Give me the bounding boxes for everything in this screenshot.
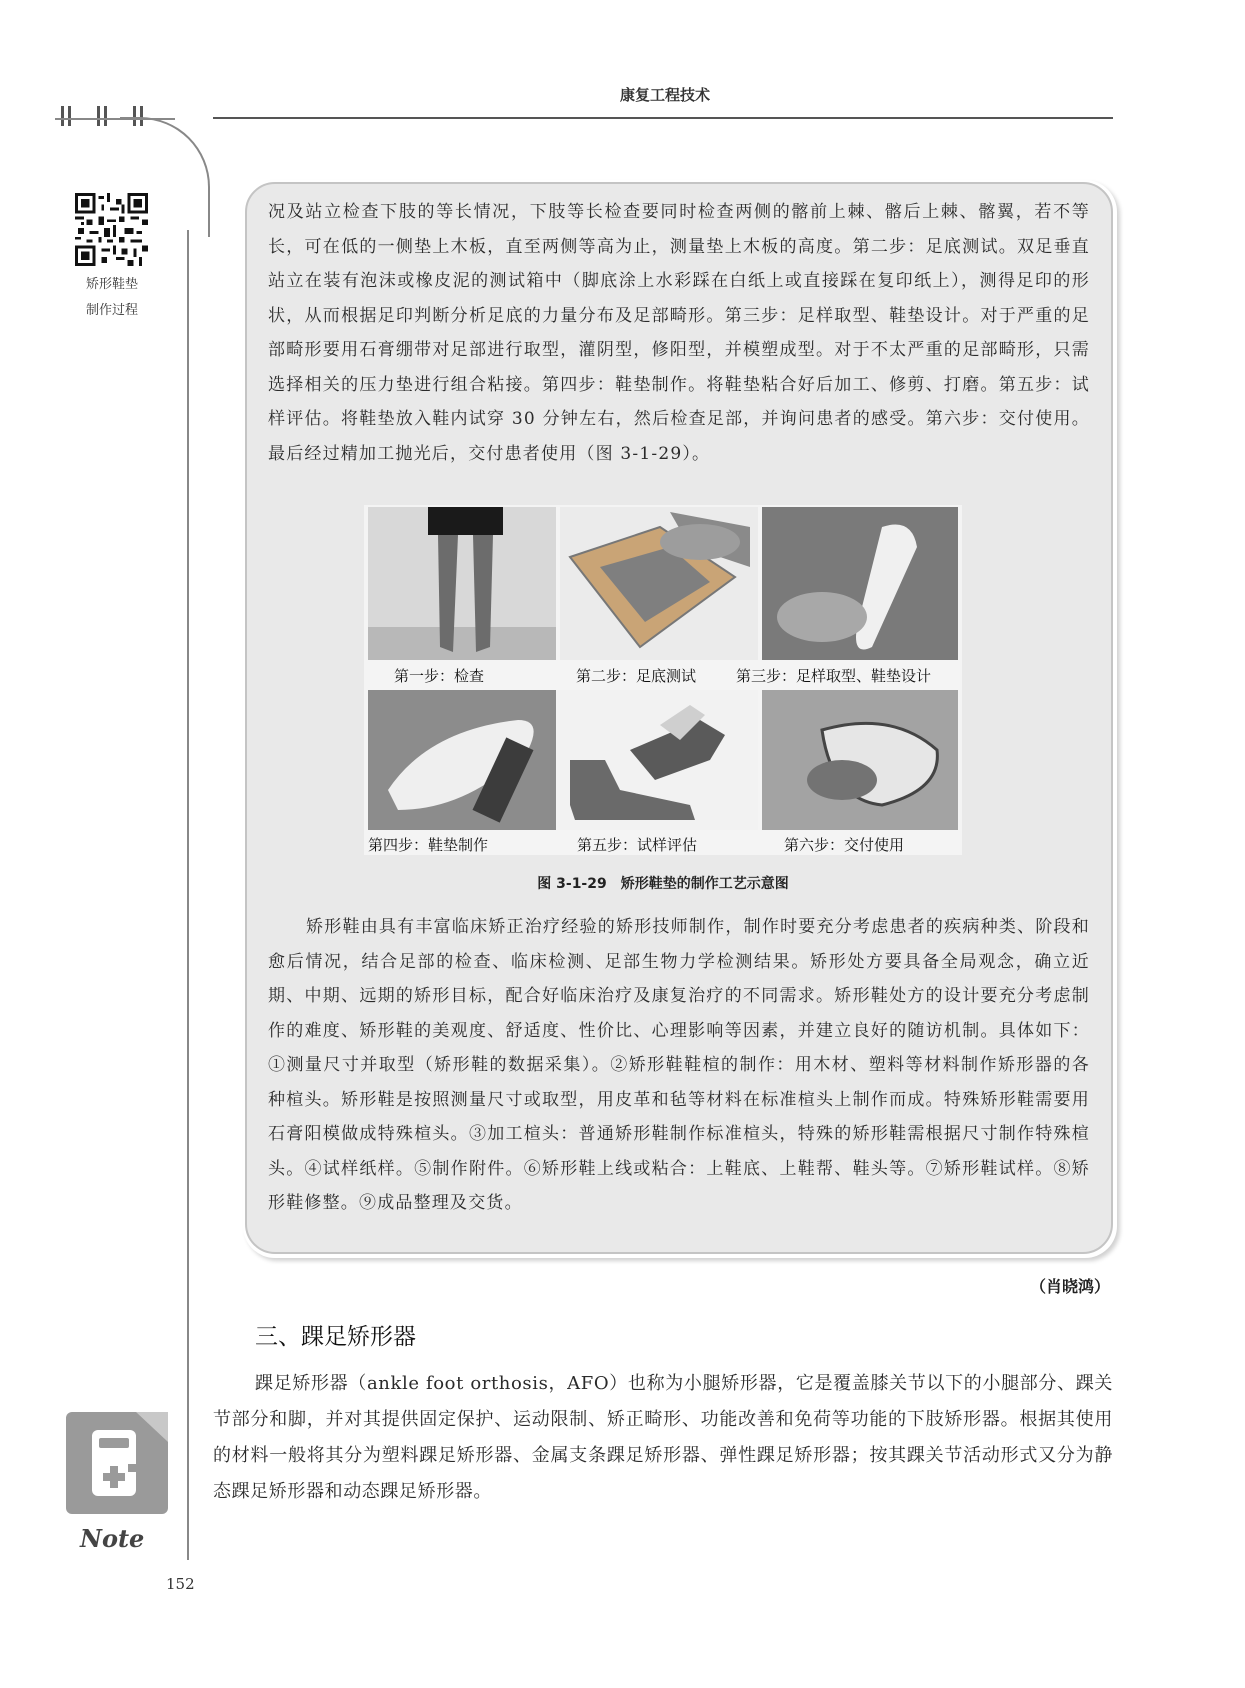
figure-step-label: 第三步：足样取型、鞋垫设计 [736, 667, 932, 685]
photo-shoe-trial [560, 690, 758, 830]
header-rule [213, 117, 1113, 119]
qr-caption [62, 272, 162, 324]
figure-step-label: 第四步：鞋垫制作 [368, 836, 489, 854]
qr-caption-line: 矫形鞋垫 [85, 277, 138, 292]
photo-insole-making [368, 690, 556, 830]
page-number: 152 [166, 1575, 195, 1593]
author-attribution: （肖晓鸿） [1029, 1277, 1110, 1296]
section-paragraph: 踝足矫形器（ankle foot orthosis，AFO）也称为小腿矫形器，它是覆盖膝关节以下的小腿部分、踝关节部分和脚，并对其提供固定保护、运动限制、矫正畸形、功能改善和免荷等功能的下肢矫形器。根据其使用的材料一般将其分为塑料踝足矫形器、金属支条踝足矫形器、弹性踝足矫形器；按其踝关节活动形式又分为静态踝足矫形器和动态踝足矫形器。 [213, 1373, 1113, 1502]
tick-mark-icon [55, 106, 77, 126]
photo-delivery [762, 690, 958, 830]
photo-standing-legs [368, 507, 556, 660]
tick-mark-icon [91, 106, 113, 126]
figure-step-label: 第一步：检查 [394, 667, 485, 685]
figure-caption: 图 3-1-29 矫形鞋垫的制作工艺示意图 [537, 876, 789, 892]
qr-code-icon[interactable] [75, 193, 148, 266]
figure-3-1-29 [364, 505, 962, 855]
photo-insole-design [762, 507, 958, 660]
figure-step-label: 第五步：试样评估 [577, 836, 698, 854]
note-icon [66, 1412, 168, 1514]
qr-caption-line: 制作过程 [85, 303, 138, 318]
section-heading: 三、踝足矫形器 [255, 1324, 416, 1350]
photo-foam-box [560, 507, 758, 660]
note-label: Note [80, 1524, 145, 1553]
box-paragraph: 况及站立检查下肢的等长情况，下肢等长检查要同时检查两侧的髂前上棘、髂后上棘、髂翼，若不等长，可在低的一侧垫上木板，直至两侧等高为止，测量垫上木板的高度。第二步：足底测试。双足垂直站立在装有泡沫或橡皮泥的测试箱中（脚底涂上水彩踩在白纸上或直接踩在复印纸上），测得足印的形状，从而根据足印判断分析足底的力量分布及足部畸形。第三步：足样取型、鞋垫设计。对于严重的足部畸形要用石膏绷带对足部进行取型，灌阴型，修阳型，并模塑成型。对于不太严重的足部畸形，只需选择相关的压力垫进行组合粘接。第四步：鞋垫制作。将鞋垫粘合好后加工、修剪、打磨。第五步：试样评估。将鞋垫放入鞋内试穿 30 分钟左右，然后检查足部，并询问患者的感受。第六步：交付使用。最后经过精加工抛光后，交付患者使用（图 3-1-29）。 [268, 202, 1090, 464]
running-head: 康复工程技术 [619, 86, 710, 104]
box-paragraph: 矫形鞋由具有丰富临床矫正治疗经验的矫形技师制作，制作时要充分考虑患者的疾病种类、阶段和愈后情况，结合足部的检查、临床检测、足部生物力学检测结果。矫形处方要具备全局观念，确立近期、中期、远期的矫形目标，配合好临床治疗及康复治疗的不同需求。矫形鞋处方的设计要充分考虑制作的难度、矫形鞋的美观度、舒适度、性价比、心理影响等因素，并建立良好的随访机制。具体如下：①测量尺寸并取型（矫形鞋的数据采集）。②矫形鞋鞋楦的制作：用木材、塑料等材料制作矫形器的各种楦头。矫形鞋是按照测量尺寸或取型，用皮革和毡等材料在标准楦头上制作而成。特殊矫形鞋需要用石膏阳模做成特殊楦头。③加工楦头：普通矫形鞋制作标准楦头，特殊的矫形鞋需根据尺寸制作特殊楦头。④试样纸样。⑤制作附件。⑥矫形鞋上线或粘合：上鞋底、上鞋帮、鞋头等。⑦矫形鞋试样。⑧矫形鞋修整。⑨成品整理及交货。 [268, 917, 1090, 1213]
figure-step-label: 第二步：足底测试 [576, 667, 697, 685]
figure-step-label: 第六步：交付使用 [784, 836, 905, 854]
margin-rule [187, 230, 189, 1560]
